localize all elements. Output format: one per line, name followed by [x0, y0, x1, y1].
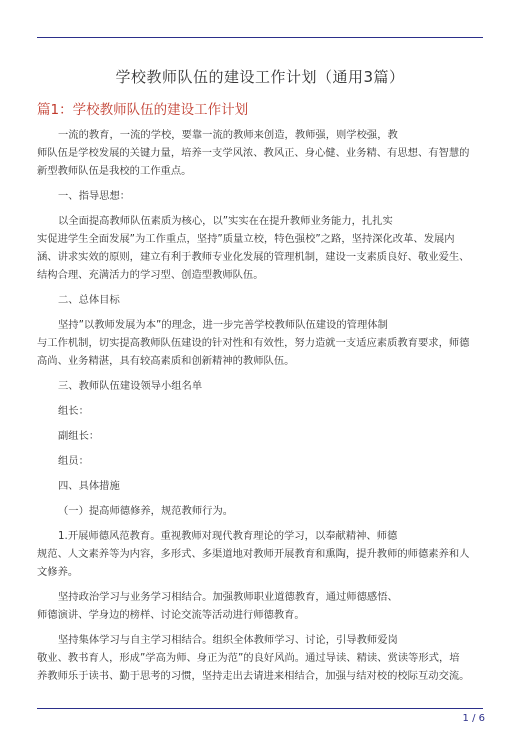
paragraph-line: 1.开展师德风范教育。重视教师对现代教育理论的学习，以奉献精神、师德 — [58, 530, 398, 542]
section-heading: 篇1：学校教师队伍的建设工作计划 — [37, 102, 249, 118]
paragraph-line: 敬业、教书育人，形成”学高为师、身正为范”的良好风尚。通过导读、精读、赏读等形式，培 — [37, 652, 460, 664]
paragraph-line: 高尚、业务精湛，具有较高素质和创新精神的教师队伍。 — [37, 355, 295, 367]
paragraph-line: 养教师乐于读书、勤于思考的习惯，坚持走出去请进来相结合，加强与结对校的校际互动交流。 — [37, 670, 470, 682]
paragraph-line: 坚持政治学习与业务学习相结合。加强教师职业道德教育，通过师德感悟、 — [58, 591, 398, 603]
page-number: 1 / 6 — [462, 713, 485, 724]
heading-line: 一、指导思想： — [58, 190, 131, 202]
members-field: 组员： — [58, 455, 89, 467]
paragraph-line: 师队伍是学校发展的关键力量，培养一支学风浓、教风正、身心健、业务精、有思想、有智慧的 — [37, 147, 470, 159]
paragraph-line: 文修养。 — [37, 566, 79, 578]
subheading-line: （一）提高师德修养，规范教师行为。 — [58, 505, 234, 517]
paragraph-line: 涵、讲求实效的原则，建立有利于教师专业化发展的管理机制，建设一支素质良好、敬业爱生、 — [37, 251, 470, 263]
document-title: 学校教师队伍的建设工作计划（通用3篇） — [115, 68, 405, 86]
paragraph-line: 新型教师队伍是我校的工作重点。 — [37, 165, 192, 177]
paragraph-line: 坚持”以教师发展为本”的理念，进一步完善学校教师队伍建设的管理体制 — [58, 319, 388, 331]
paragraph-line: 结构合理、充满活力的学习型、创造型教师队伍。 — [37, 269, 264, 281]
paragraph-line: 规范、人文素养等为内容，多形式、多渠道地对教师开展教育和熏陶，提升教师的师德素养和人 — [37, 548, 470, 560]
paragraph-line: 坚持集体学习与自主学习相结合。组织全体教师学习、讨论，引导教师爱岗 — [58, 634, 398, 646]
paragraph-line: 一流的教育，一流的学校，要靠一流的教师来创造，教师强，则学校强，教 — [58, 129, 398, 141]
heading-line: 四、具体措施 — [58, 480, 120, 492]
heading-line: 二、总体目标 — [58, 294, 120, 306]
deputy-leader-field: 副组长： — [58, 430, 100, 442]
paragraph-line: 以全面提高教师队伍素质为核心，以”实实在在提升教师业务能力，扎扎实 — [58, 215, 393, 227]
footer-rule — [37, 708, 483, 709]
paragraph-line: 师德演讲、学身边的榜样、讨论交流等活动进行师德教育。 — [37, 609, 305, 621]
paragraph-line: 与工作机制，切实提高教师队伍建设的针对性和有效性，努力造就一支适应素质教育要求，师德 — [37, 337, 470, 349]
paragraph-line: 实促进学生全面发展”为工作重点，坚持”质量立校，特色强校”之路，坚持深化改革、发展内 — [37, 233, 455, 245]
heading-line: 三、教师队伍建设领导小组名单 — [58, 380, 203, 392]
header-rule — [37, 37, 483, 38]
leader-field: 组长： — [58, 405, 89, 417]
